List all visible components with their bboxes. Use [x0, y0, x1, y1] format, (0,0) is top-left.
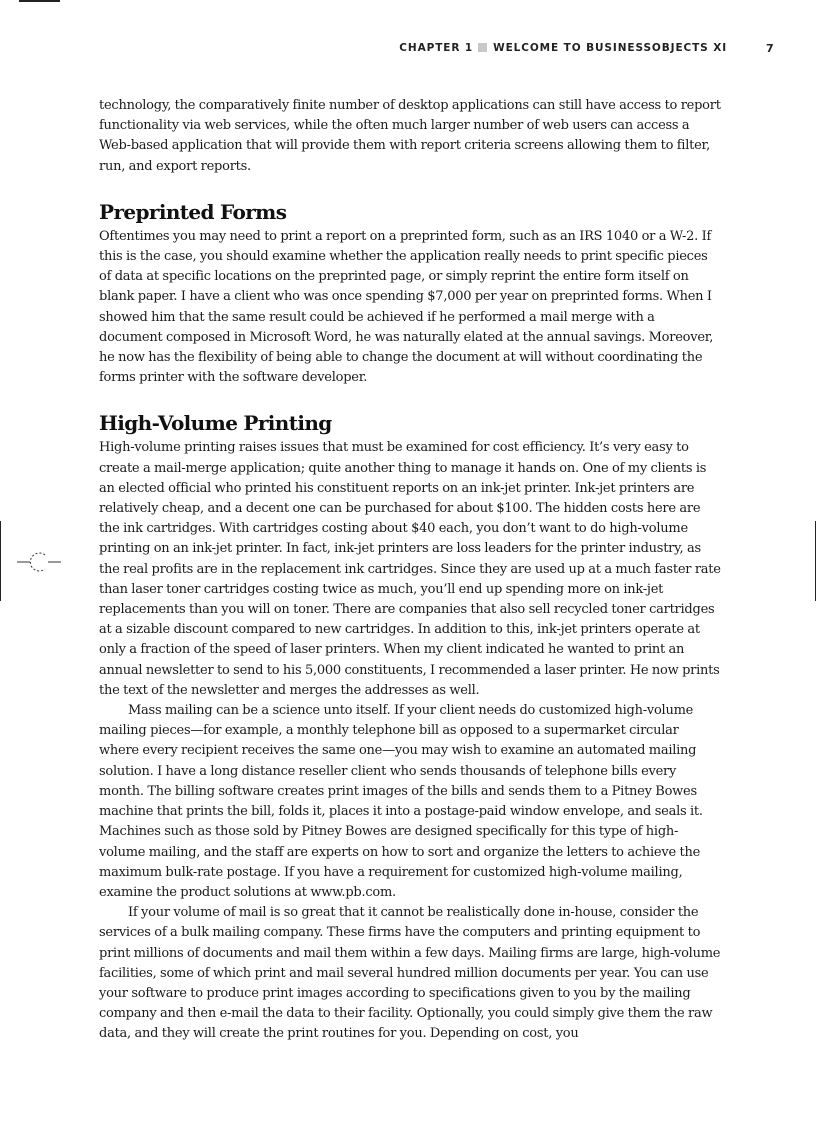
section-heading: Preprinted Forms	[99, 199, 287, 224]
running-head	[300, 42, 727, 54]
crop-mark-top	[19, 0, 60, 2]
page-body	[99, 96, 721, 1045]
page-number: 7	[766, 42, 774, 55]
body-paragraph: High-volume printing raises issues that must be examined for cost efficiency. It’s very easy to create a mail-merge application; quite another thing to manage it hands on. One of my clients is an elected official who printed his constituent reports on an ink-jet printer. Ink-jet printers are relatively cheap, and a decent one can be purchased for about $100. The hidden costs here are the ink cartridges. With cartridges costing about $40 each, you don’t want to do high-volume printing on an ink-jet printer. In fact, ink-jet printers are loss leaders for the printer industry, as the real profits are in the replacement ink cartridges. Since they are used up at a much faster rate than laser toner cartridges costing twice as much, you’ll end up spending more on ink-jet replacements than you will on toner. There are companies that also sell recycled toner cartridges at a sizable discount compared to new cartridges. In addition to this, ink-jet printers operate at only a fraction of the speed of laser printers. When my client indicated he wanted to print an annual newsletter to send to his 5,000 constituents, I recommended a laser printer. He now prints the text of the newsletter and merges the addresses as well.	[99, 440, 721, 698]
chapter-label: CHAPTER 1	[399, 42, 474, 54]
intro-paragraph: technology, the comparatively finite number of desktop applications can still have access to report functionality via web services, while the often much larger number of web users can access a Web-based application that will provide them with report criteria screens allowing them to filter, run, and export reports.	[99, 98, 721, 174]
body-paragraph: If your volume of mail is so great that it cannot be realistically done in-house, consider the services of a bulk mailing company. These firms have the computers and printing equipment to print millions of documents and mail them within a few days. Mailing firms are large, high-volume facilities, some of which print and mail several hundred million documents per year. You can use your software to produce print images according to specifications given to you by the mailing company and then e-mail the data to their facility. Optionally, you could simply give them the raw data, and they will create the print routines for you. Depending on cost, you	[99, 905, 721, 1042]
body-paragraph: Oftentimes you may need to print a report on a preprinted form, such as an IRS 1040 or a W-2. If this is the case, you should examine whether the application really needs to print specific pieces of data at specific locations on the preprinted page, or simply reprint the entire form itself on blank paper. I have a client who was once spending $7,000 per year on preprinted forms. When I showed him that the same result could be achieved if he performed a mail merge with a document composed in Microsoft Word, he was naturally elated at the annual savings. Moreover, he now has the flexibility of being able to change the document at will without coordinating the forms printer with the software developer.	[99, 228, 714, 386]
section-preprinted-forms	[99, 200, 721, 389]
crop-mark-left	[0, 521, 1, 601]
separator-square-icon	[478, 43, 487, 52]
section-high-volume-printing	[99, 411, 721, 1044]
registration-mark-icon	[17, 549, 61, 575]
body-paragraph: Mass mailing can be a science unto itself. If your client needs do customized high-volume mailing pieces—for example, a monthly telephone bill as opposed to a supermarket circular where every recipient receives the same one—you may wish to examine an automated mailing solution. I have a long distance reseller client who sends thousands of telephone bills every month. The billing software creates print images of the bills and sends them to a Pitney Bowes machine that prints the bill, folds it, places it into a postage-paid window envelope, and seals it. Machines such as those sold by Pitney Bowes are designed specifically for this type of high-volume mailing, and the staff are experts on how to sort and organize the letters to achieve the maximum bulk-rate postage. If you have a requirement for customized high-volume mailing, examine the product solutions at www.pb.com.	[99, 703, 703, 900]
chapter-title: WELCOME TO BUSINESSOBJECTS XI	[493, 42, 727, 54]
section-heading: High-Volume Printing	[99, 411, 332, 436]
